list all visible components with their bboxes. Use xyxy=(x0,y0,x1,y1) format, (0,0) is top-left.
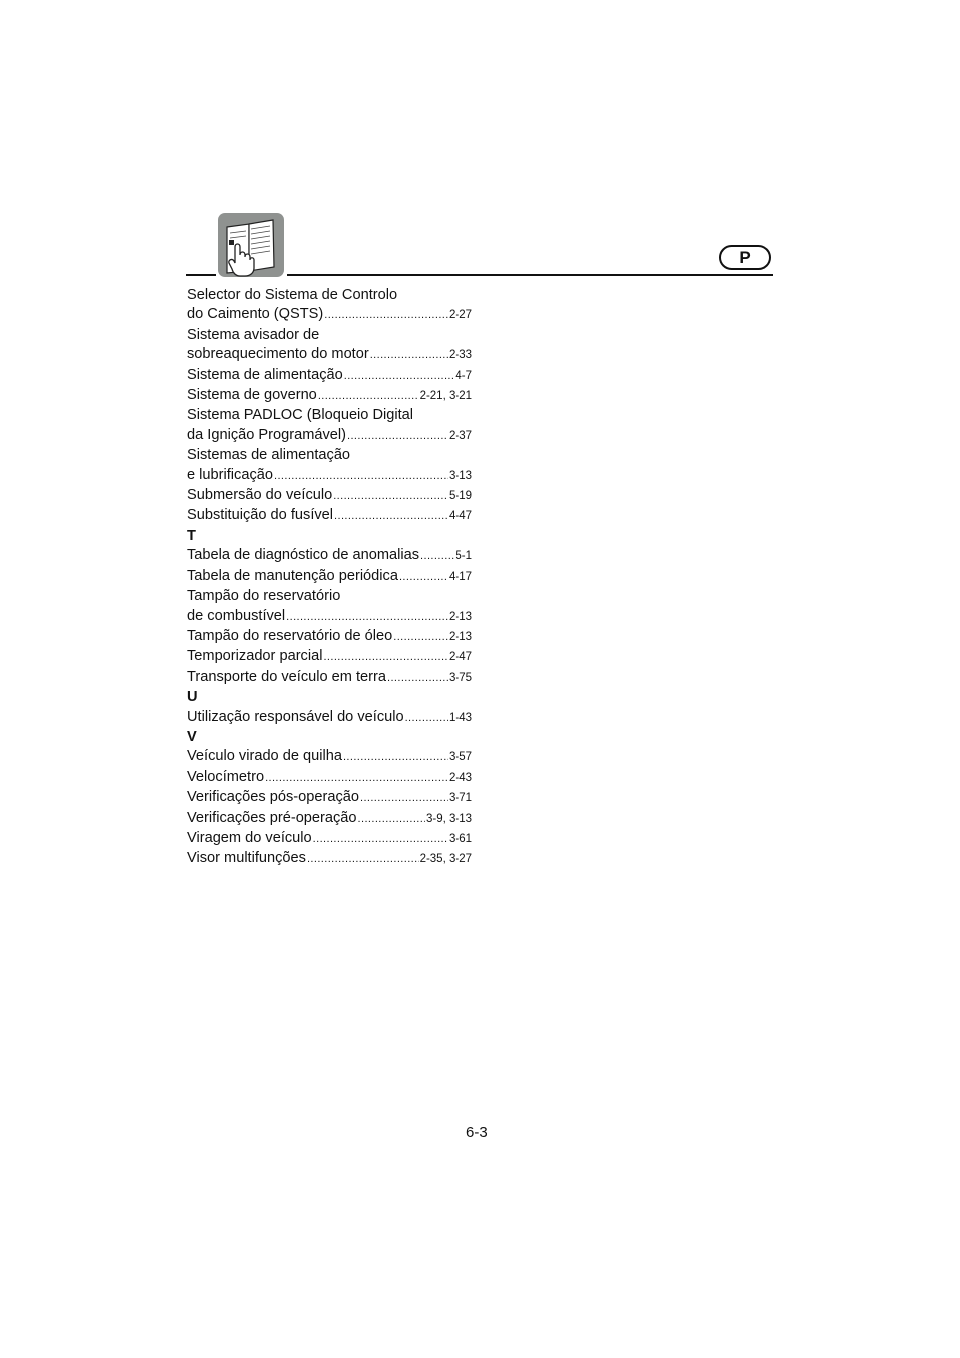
dot-leader xyxy=(334,506,448,526)
index-entry-page: 4-17 xyxy=(448,570,472,583)
index-entry-label: e lubrificação xyxy=(187,466,273,483)
index-entry-page: 3-75 xyxy=(448,671,472,684)
index-entry xyxy=(187,647,472,667)
dot-leader xyxy=(286,607,448,627)
dot-leader xyxy=(358,809,425,829)
index-entry xyxy=(187,627,472,647)
index-entry-label-line1: Sistema avisador de xyxy=(187,326,320,343)
index-entry xyxy=(187,788,472,808)
index-entry-label: Transporte do veículo em terra xyxy=(187,668,386,685)
index-entry-label: Verificações pós-operação xyxy=(187,789,359,806)
header-rule-right xyxy=(287,274,773,276)
index-entry-label: Verificações pré-operação xyxy=(187,809,357,826)
index-letter-heading: U xyxy=(187,689,198,706)
index-letter-heading: V xyxy=(187,728,197,745)
index-entry-label-line1: Sistema PADLOC (Bloqueio Digital xyxy=(187,407,414,424)
index-entry-page: 4-7 xyxy=(455,369,472,382)
index-entry xyxy=(187,546,472,566)
index-entry-page: 3-9, 3-13 xyxy=(425,812,472,825)
index-entry-label: Submersão do veículo xyxy=(187,487,333,504)
index-entry-label: Temporizador parcial xyxy=(187,648,323,665)
index-entry-label: Velocímetro xyxy=(187,768,265,785)
index-entry xyxy=(187,768,472,788)
index-entry xyxy=(187,567,472,587)
index-entry-label: Tabela de diagnóstico de anomalias xyxy=(187,547,420,564)
index-entry-page: 3-61 xyxy=(448,832,472,845)
index-entry-label-line1: Selector do Sistema de Controlo xyxy=(187,287,398,303)
index-entry xyxy=(187,386,472,406)
dot-leader xyxy=(387,668,448,688)
index-entry-label: Visor multifunções xyxy=(187,850,306,867)
index-entry-page: 4-47 xyxy=(448,510,472,523)
dot-leader xyxy=(399,567,448,587)
dot-leader xyxy=(343,747,448,767)
index-entry-label-line1: Tampão do reservatório xyxy=(187,588,341,605)
language-badge: P xyxy=(719,245,771,270)
index-entry-label: Veículo virado de quilha xyxy=(187,748,342,765)
index-entry xyxy=(187,829,472,849)
index-entry xyxy=(187,506,472,526)
index-entry-page: 2-13 xyxy=(448,610,472,623)
index-entry-label: Sistema de alimentação xyxy=(187,366,343,383)
dot-leader xyxy=(324,305,448,325)
index-entry-label: Viragem do veículo xyxy=(187,829,312,846)
page-number: 6-3 xyxy=(466,1124,488,1141)
index-entry-page: 2-43 xyxy=(448,771,472,784)
index-entry-page: 5-1 xyxy=(455,550,472,563)
manual-hand-icon xyxy=(218,213,284,277)
dot-leader xyxy=(370,345,448,365)
dot-leader xyxy=(405,708,448,728)
index-entry-label: Tampão do reservatório de óleo xyxy=(187,627,393,644)
index-entry xyxy=(187,366,472,386)
index-entry-page: 5-19 xyxy=(448,490,472,503)
index-entry-page: 3-71 xyxy=(448,792,472,805)
dot-leader xyxy=(318,386,419,406)
index-entry-label: sobreaquecimento do motor xyxy=(187,346,369,363)
index-entry-label: Utilização responsável do veículo xyxy=(187,708,404,725)
index-entry-page: 3-13 xyxy=(448,469,472,482)
dot-leader xyxy=(333,486,448,506)
index-entry xyxy=(187,286,472,326)
dot-leader xyxy=(323,647,448,667)
index-entry xyxy=(187,747,472,767)
dot-leader xyxy=(313,829,448,849)
dot-leader xyxy=(265,768,448,788)
index-entry-page: 2-35, 3-27 xyxy=(419,853,472,866)
index-entry-label: de combustível xyxy=(187,607,286,624)
index-entry xyxy=(187,849,472,869)
dot-leader xyxy=(360,788,448,808)
dot-leader xyxy=(347,426,448,446)
index-letter-heading: T xyxy=(187,527,196,544)
index-entry-page: 3-57 xyxy=(448,751,472,764)
dot-leader xyxy=(344,366,455,386)
index-entry-label: Tabela de manutenção periódica xyxy=(187,567,398,584)
index-entry-page: 2-13 xyxy=(448,630,472,643)
index-entry xyxy=(187,668,472,688)
index-entry-label-line1: Sistemas de alimentação xyxy=(187,447,351,464)
index-entry-page: 2-47 xyxy=(448,651,472,664)
index-entry-page: 2-37 xyxy=(448,429,472,442)
index-entry xyxy=(187,486,472,506)
index-entry-label: do Caimento (QSTS) xyxy=(187,306,324,323)
index-entry xyxy=(187,406,472,446)
index-entry-page: 2-21, 3-21 xyxy=(419,390,472,403)
index-entry xyxy=(187,809,472,829)
dot-leader xyxy=(393,627,448,647)
index-entry-page: 2-27 xyxy=(448,309,472,322)
index-entry xyxy=(187,446,472,486)
header-rule-left xyxy=(186,274,216,276)
index-list xyxy=(187,286,472,870)
index-entry-page: 2-33 xyxy=(448,349,472,362)
index-entry xyxy=(187,587,472,627)
index-entry-label: da Ignição Programável) xyxy=(187,426,346,443)
index-entry-label: Sistema de governo xyxy=(187,387,317,404)
dot-leader xyxy=(274,466,448,486)
index-entry-label: Substituição do fusível xyxy=(187,507,334,524)
index-entry xyxy=(187,326,472,366)
dot-leader xyxy=(420,546,454,566)
index-entry-page: 1-43 xyxy=(448,711,472,724)
index-entry xyxy=(187,708,472,728)
dot-leader xyxy=(307,849,419,869)
